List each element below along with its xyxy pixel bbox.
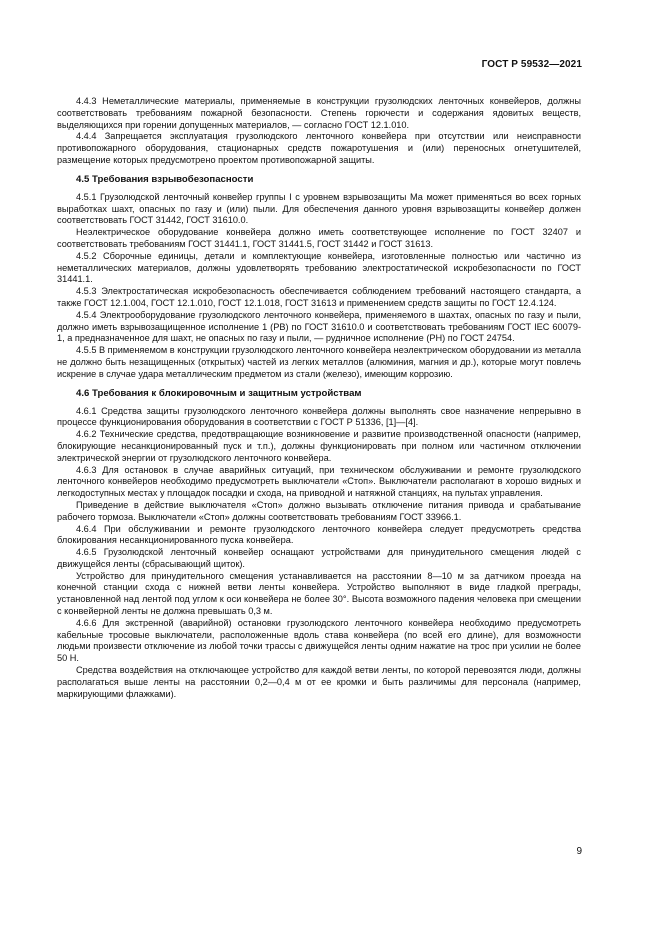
paragraph-non-electrical-equipment: Неэлектрическое оборудование конвейера должно иметь соответствующее исполнение по ГОСТ 32407 и соответствовать требованиям ГОСТ 31441.1, ГОСТ 31441.5, ГОСТ 31442 и ГОСТ 31613. [57,227,581,249]
paragraph-switch-actuation-means: Средства воздействия на отключающее устройство для каждой ветви ленты, по которой перевозятся люди, должны располагаться выше ленты на расстоянии 0,2—0,4 м от ее кромки и быть различимы для персонала (например, маркирующими флажками). [57,665,581,699]
paragraph-4-6-2: 4.6.2 Технические средства, предотвращающие возникновение и развитие производственной опасности (например, блокирующие несанкционированный пуск и т.п.), должны функционировать при полном или частичном отключении электрической энергии от грузолюдского ленточного конвейера. [57,429,581,463]
page-number: 9 [576,846,582,857]
paragraph-4-6-3: 4.6.3 Для остановок в случае аварийных ситуаций, при техническом обслуживании и ремонте грузолюдского ленточного конвейеров необходимо предусмотреть выключатели «Стоп». Выключатели располагают в хорошо видных и легкодоступных местах у площадок посадки и схода, на приводной и натяжной станциях, на пультах управления. [57,464,581,499]
paragraph-4-6-4: 4.6.4 При обслуживании и ремонте грузолюдского ленточного конвейера следует предусмотреть средства блокирования несанкционированного пуска конвейера. [57,523,581,546]
document-body [57,96,581,700]
paragraph-4-5-1: 4.5.1 Грузолюдской ленточный конвейер группы I с уровнем взрывозащиты Ма может применяться во всех горных выработках шахт, опасных по газу и (или) пыли. Для обеспечения данного уровня взрывозащиты конвейер должен соответствовать ГОСТ 31442, ГОСТ 31610.0. [57,191,581,226]
paragraph-forced-displacement-device: Устройство для принудительного смещения устанавливается на расстоянии 8—10 м за датчиком проезда на конечной станции схода с нижней ветви ленты конвейера. Устройство выполняют в виде гладкой преграды, установленной над лентой под углом к оси конвейера не более 30°. Высота возможного падения человека при смещении с конвейерной ленты не должна превышать 0,3 м. [57,570,581,617]
paragraph-4-5-3: 4.5.3 Электростатическая искробезопасность обеспечивается соблюдением требований настоящего стандарта, а также ГОСТ 12.1.004, ГОСТ 12.1.010, ГОСТ 12.1.018, ГОСТ 31613 и применением средств защиты по ГОСТ 12.4.124. [57,286,581,308]
paragraph-4-6-5: 4.6.5 Грузолюдской ленточный конвейер оснащают устройствами для принудительного смещения людей с движущейся ленты (сбрасывающий щиток). [57,547,581,569]
section-heading-4-6: 4.6 Требования к блокировочным и защитным устройствам [76,387,362,399]
paragraph-4-6-6: 4.6.6 Для экстренной (аварийной) остановки грузолюдского ленточного конвейера необходимо предусмотреть кабельные тросовые выключатели, расположенные вдоль става конвейера (по всей его длине), для возможности людьми произвести отключение из любой точки трассы с движущейся ленты одним нажатие на трос при усилии не более 50 Н. [57,617,581,664]
section-heading-4-5: 4.5 Требования взрывобезопасности [76,173,254,185]
paragraph-4-4-3: 4.4.3 Неметаллические материалы, применяемые в конструкции грузолюдских ленточных конвейеров, должны соответствовать требованиям пожарной безопасности. Степень горючести и содержания ядовитых веществ, выделяющихся при горении допущенных материалов, — согласно ГОСТ 12.1.010. [57,96,581,130]
paragraph-stop-switch-activation: Приведение в действие выключателя «Стоп» должно вызывать отключение питания привода и срабатывание рабочего тормоза. Выключатели «Стоп» должны соответствовать требованиям ГОСТ 33966.1. [57,499,581,522]
paragraph-4-4-4: 4.4.4 Запрещается эксплуатация грузолюдского ленточного конвейера при отсутствии или неисправности противопожарного оборудования, стационарных средств пожаротушения и (или) переносных огнетушителей, размещение которых предусмотрено проектом противопожарной защиты. [57,131,581,165]
paragraph-4-5-4: 4.5.4 Электрооборудование грузолюдского ленточного конвейера, применяемого в шахтах, опасных по газу и пыли, должно иметь взрывозащищенное исполнение 1 (РВ) по ГОСТ 31610.0 и соответствовать требованиям ГОСТ IEC 60079-1, а предназначенное для шахт, не опасных по газу и пыли, — рудничное исполнение (РН) по ГОСТ 24754. [57,309,581,344]
paragraph-4-5-5: 4.5.5 В применяемом в конструкции грузолюдского ленточного конвейера неэлектрическом оборудовании из металла не должно быть незащищенных (открытых) частей из легких металлов (алюминия, магния и др.), которые могут повлечь искрение в случае удара металлическим предметом из стали (железо), имеющим коррозию. [57,345,581,379]
paragraph-4-6-1: 4.6.1 Средства защиты грузолюдского ленточного конвейера должны выполнять свое назначение непрерывно в процессе функционирования оборудования в соответствии с ГОСТ Р 51336, [1]—[4]. [57,405,581,428]
document-header-gost-number: ГОСТ Р 59532—2021 [481,59,582,70]
paragraph-4-5-2: 4.5.2 Сборочные единицы, детали и комплектующие конвейера, изготовленные полностью или частично из неметаллических материалов, должны удовлетворять требованию электростатической искробезопасности по ГОСТ 31441.1. [57,250,581,285]
